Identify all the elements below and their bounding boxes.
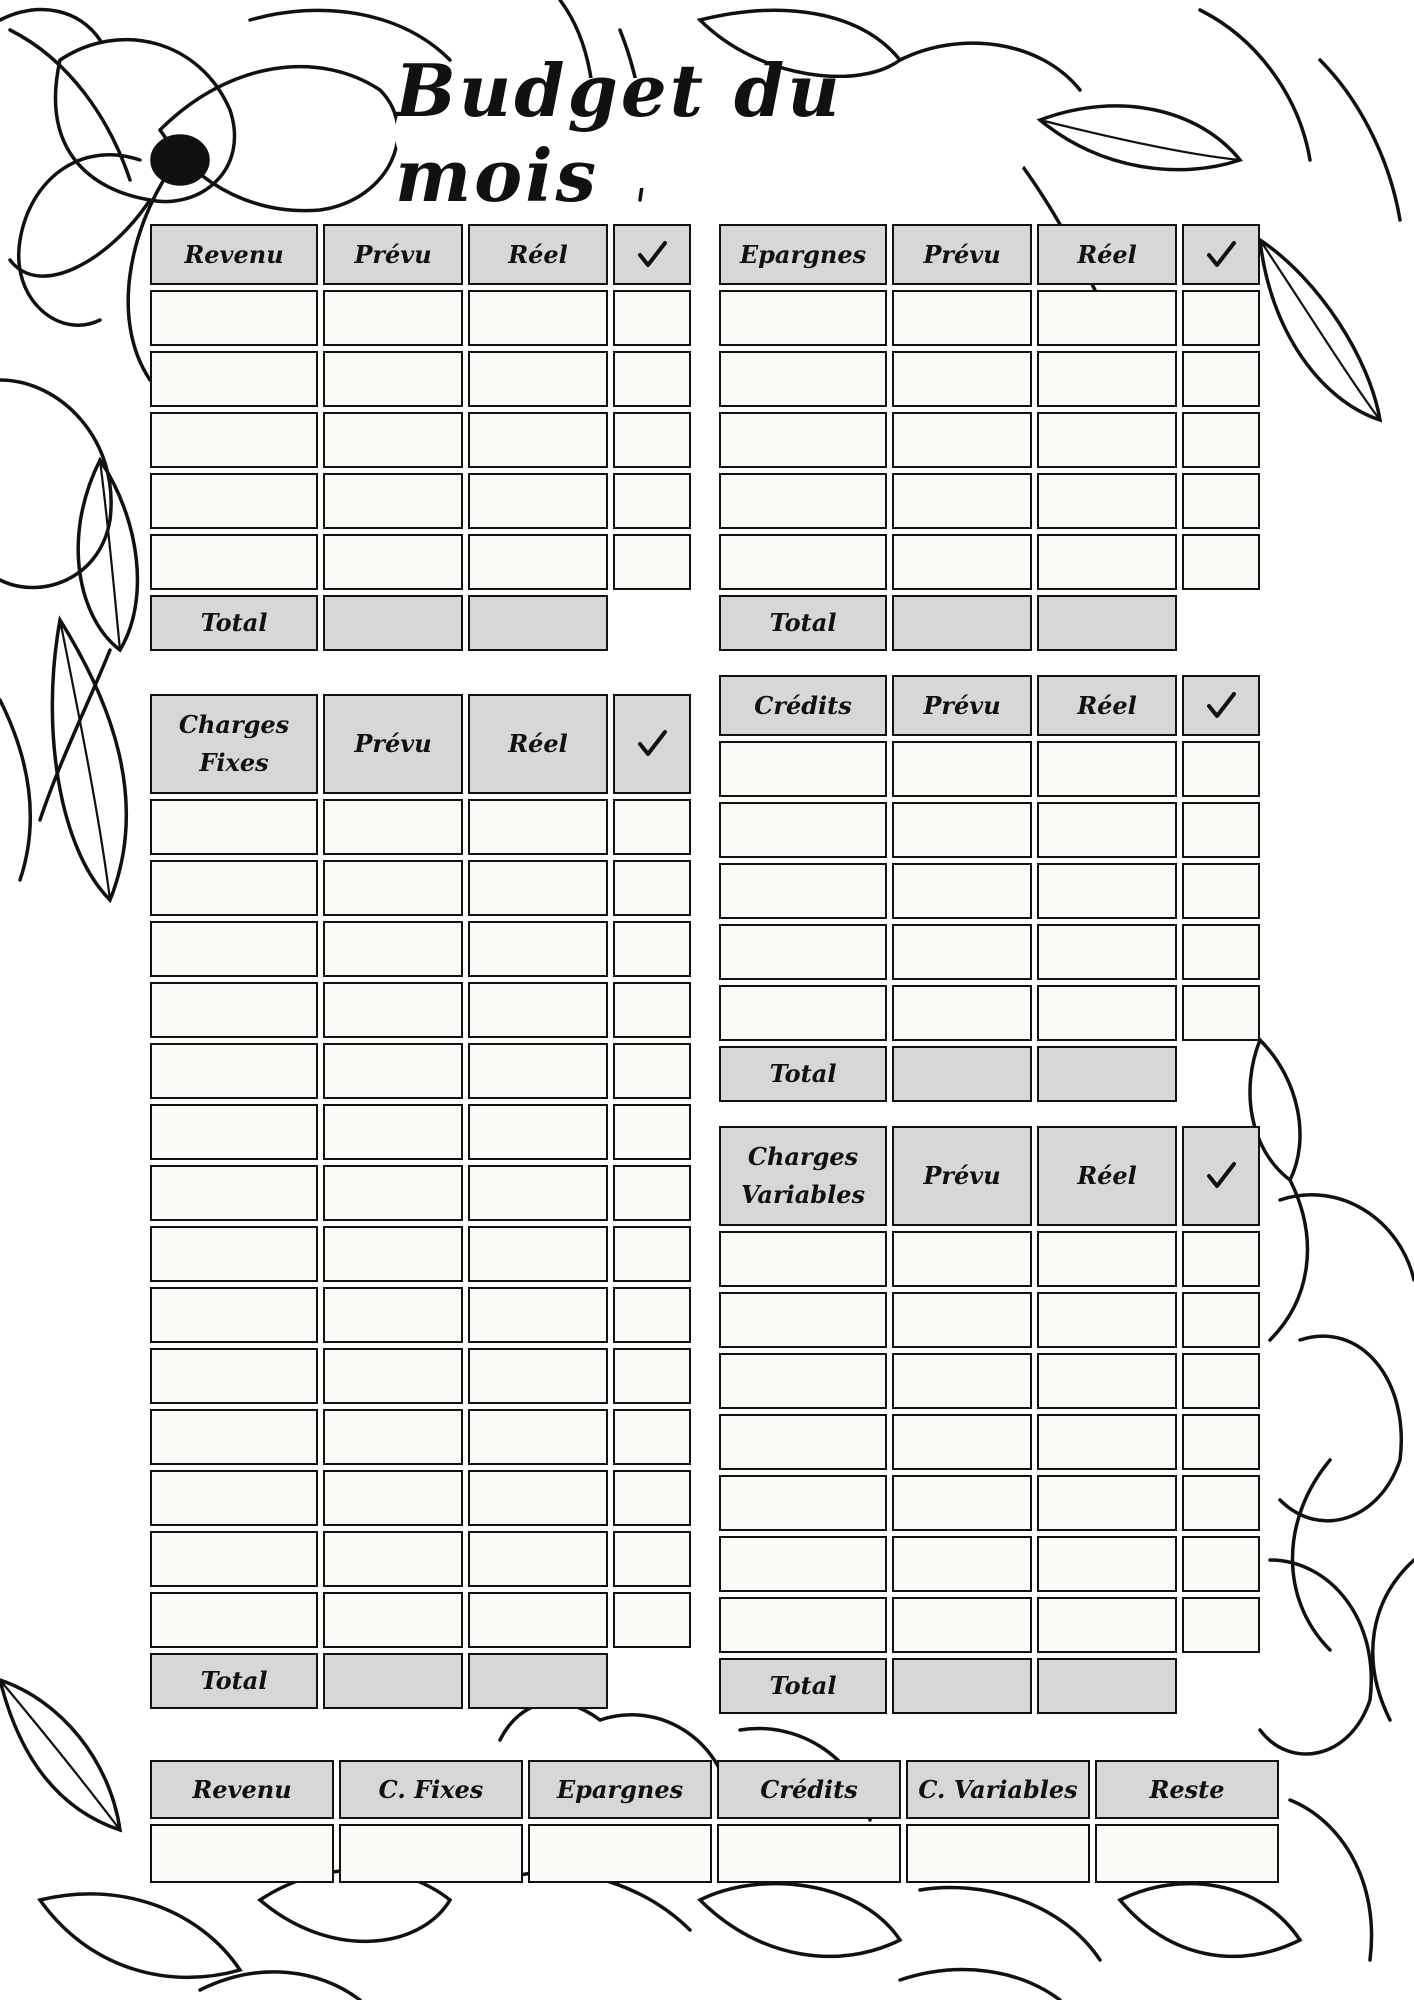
table-cell[interactable] — [613, 860, 691, 916]
table-cell[interactable] — [719, 741, 887, 797]
table-cell[interactable] — [892, 1475, 1032, 1531]
header-charges-fixes-0: Charges Fixes — [150, 694, 318, 794]
total-planned[interactable] — [323, 595, 463, 651]
table-cell[interactable] — [468, 412, 608, 468]
header-revenu-1: Prévu — [323, 224, 463, 285]
table-cell[interactable] — [613, 351, 691, 407]
table-cell[interactable] — [613, 982, 691, 1038]
table-cell[interactable] — [323, 860, 463, 916]
table-cell[interactable] — [892, 473, 1032, 529]
table-cell[interactable] — [1037, 802, 1177, 858]
table-cell[interactable] — [323, 799, 463, 855]
table-cell[interactable] — [150, 860, 318, 916]
table-cell[interactable] — [150, 351, 318, 407]
header-credits-1: Prévu — [892, 675, 1032, 736]
table-cell[interactable] — [719, 534, 887, 590]
title-banner — [395, 48, 1035, 218]
table-cell[interactable] — [1037, 1475, 1177, 1531]
table-cell[interactable] — [613, 1226, 691, 1282]
table-cell[interactable] — [1037, 863, 1177, 919]
table-cell[interactable] — [613, 473, 691, 529]
total-label: Total — [150, 1653, 318, 1709]
table-cell[interactable] — [892, 1353, 1032, 1409]
table-cell[interactable] — [150, 1531, 318, 1587]
table-cell[interactable] — [1037, 924, 1177, 980]
table-cell[interactable] — [1037, 351, 1177, 407]
table-cell[interactable] — [468, 1165, 608, 1221]
table-cell[interactable] — [1037, 412, 1177, 468]
header-charges-variables-1: Prévu — [892, 1126, 1032, 1226]
header-revenu-0: Revenu — [150, 224, 318, 285]
table-cell[interactable] — [892, 863, 1032, 919]
header-credits-2: Réel — [1037, 675, 1177, 736]
page-title: Budget du mois — [395, 48, 843, 218]
table-cell[interactable] — [719, 863, 887, 919]
table-cell[interactable] — [613, 1470, 691, 1526]
table-cell[interactable] — [150, 473, 318, 529]
table-cell[interactable] — [719, 351, 887, 407]
table-cell[interactable] — [150, 1409, 318, 1465]
total-label: Total — [150, 595, 318, 651]
table-cell[interactable] — [1182, 1292, 1260, 1348]
table-cell[interactable] — [892, 985, 1032, 1041]
header-revenu-2: Réel — [468, 224, 608, 285]
table-cell[interactable] — [468, 799, 608, 855]
table-cell[interactable] — [1037, 1292, 1177, 1348]
table-cell[interactable] — [1182, 1597, 1260, 1653]
table-cell[interactable] — [150, 1043, 318, 1099]
table-cell[interactable] — [613, 921, 691, 977]
header-epargnes-1: Prévu — [892, 224, 1032, 285]
table-cell[interactable] — [323, 290, 463, 346]
total-planned[interactable] — [323, 1653, 463, 1709]
table-cell[interactable] — [323, 1592, 463, 1648]
table-cell[interactable] — [1037, 1597, 1177, 1653]
table-cell[interactable] — [892, 741, 1032, 797]
summary-header-5: Reste — [1095, 1760, 1279, 1819]
table-cell[interactable] — [892, 412, 1032, 468]
table-cell[interactable] — [1182, 985, 1260, 1041]
header-charges-variables-2: Réel — [1037, 1126, 1177, 1226]
table-cell[interactable] — [1182, 473, 1260, 529]
header-charges-fixes-2: Réel — [468, 694, 608, 794]
table-cell[interactable] — [1182, 351, 1260, 407]
table-cell[interactable] — [892, 802, 1032, 858]
table-cell[interactable] — [1182, 802, 1260, 858]
table-cell[interactable] — [323, 1043, 463, 1099]
table-cell[interactable] — [892, 1536, 1032, 1592]
table-cell[interactable] — [468, 351, 608, 407]
table-cell[interactable] — [719, 1597, 887, 1653]
table-cell[interactable] — [323, 351, 463, 407]
table-cell[interactable] — [613, 1409, 691, 1465]
table-cell[interactable] — [468, 1226, 608, 1282]
table-cell[interactable] — [719, 1536, 887, 1592]
table-cell[interactable] — [323, 921, 463, 977]
table-cell[interactable] — [468, 860, 608, 916]
table-cell[interactable] — [323, 1470, 463, 1526]
table-cell[interactable] — [1037, 1414, 1177, 1470]
summary-value-cell[interactable] — [1095, 1824, 1279, 1883]
table-cell[interactable] — [150, 1470, 318, 1526]
total-actual[interactable] — [1037, 595, 1177, 651]
table-cell[interactable] — [468, 982, 608, 1038]
header-charges-variables-0: Charges Variables — [719, 1126, 887, 1226]
header-epargnes-2: Réel — [1037, 224, 1177, 285]
summary-value-cell[interactable] — [906, 1824, 1090, 1883]
table-cell[interactable] — [1182, 1536, 1260, 1592]
table-cell[interactable] — [323, 1104, 463, 1160]
table-cell[interactable] — [468, 1531, 608, 1587]
table-cell[interactable] — [468, 921, 608, 977]
table-cell[interactable] — [613, 412, 691, 468]
table-cell[interactable] — [323, 1165, 463, 1221]
table-cell[interactable] — [468, 1592, 608, 1648]
table-cell[interactable] — [150, 1287, 318, 1343]
table-cell[interactable] — [613, 1592, 691, 1648]
table-cell[interactable] — [892, 1231, 1032, 1287]
table-cell[interactable] — [1182, 1475, 1260, 1531]
table-cell[interactable] — [150, 290, 318, 346]
table-cell[interactable] — [150, 1592, 318, 1648]
table-cell[interactable] — [468, 1043, 608, 1099]
table-cell[interactable] — [468, 1348, 608, 1404]
header-credits-0: Crédits — [719, 675, 887, 736]
total-planned[interactable] — [892, 1658, 1032, 1714]
summary-value-cell[interactable] — [717, 1824, 901, 1883]
summary-value-cell[interactable] — [528, 1824, 712, 1883]
summary-header-4: C. Variables — [906, 1760, 1090, 1819]
table-cell[interactable] — [1037, 741, 1177, 797]
table-cell[interactable] — [892, 924, 1032, 980]
table-cell[interactable] — [719, 473, 887, 529]
table-cell[interactable] — [892, 1414, 1032, 1470]
table-cell[interactable] — [323, 1531, 463, 1587]
table-cell[interactable] — [323, 1409, 463, 1465]
header-epargnes-0: Epargnes — [719, 224, 887, 285]
total-planned[interactable] — [892, 1046, 1032, 1102]
table-cell[interactable] — [150, 1348, 318, 1404]
table-cell[interactable] — [719, 985, 887, 1041]
table-cell[interactable] — [468, 534, 608, 590]
table-cell[interactable] — [1182, 1414, 1260, 1470]
table-cell[interactable] — [323, 534, 463, 590]
table-cell[interactable] — [719, 1475, 887, 1531]
table-cell[interactable] — [1182, 290, 1260, 346]
table-cell[interactable] — [719, 1353, 887, 1409]
table-cell[interactable] — [613, 1043, 691, 1099]
table-cell[interactable] — [1037, 290, 1177, 346]
table-cell[interactable] — [1037, 985, 1177, 1041]
total-label: Total — [719, 1046, 887, 1102]
table-cell[interactable] — [150, 1104, 318, 1160]
summary-value-cell[interactable] — [150, 1824, 334, 1883]
table-cell[interactable] — [1037, 1231, 1177, 1287]
table-cell[interactable] — [150, 921, 318, 977]
table-cell[interactable] — [323, 1226, 463, 1282]
table-cell[interactable] — [892, 534, 1032, 590]
table-cell[interactable] — [719, 1414, 887, 1470]
total-actual[interactable] — [468, 595, 608, 651]
table-cell[interactable] — [719, 412, 887, 468]
table-cell[interactable] — [892, 351, 1032, 407]
table-cell[interactable] — [468, 1409, 608, 1465]
table-cell[interactable] — [613, 1104, 691, 1160]
table-cell[interactable] — [719, 802, 887, 858]
table-cell[interactable] — [719, 1292, 887, 1348]
checkmark-icon — [1182, 1126, 1260, 1226]
table-cell[interactable] — [613, 799, 691, 855]
table-cell[interactable] — [150, 1226, 318, 1282]
summary-header-3: Crédits — [717, 1760, 901, 1819]
summary-header-0: Revenu — [150, 1760, 334, 1819]
table-cell[interactable] — [1182, 924, 1260, 980]
table-cell[interactable] — [719, 1231, 887, 1287]
table-cell[interactable] — [892, 1597, 1032, 1653]
total-actual[interactable] — [1037, 1658, 1177, 1714]
table-cell[interactable] — [613, 1165, 691, 1221]
total-planned[interactable] — [892, 595, 1032, 651]
table-cell[interactable] — [150, 412, 318, 468]
table-cell[interactable] — [613, 290, 691, 346]
checkmark-icon — [1182, 224, 1260, 285]
summary-value-cell[interactable] — [339, 1824, 523, 1883]
total-label: Total — [719, 595, 887, 651]
table-cell[interactable] — [323, 1287, 463, 1343]
table-cell[interactable] — [468, 1287, 608, 1343]
table-cell[interactable] — [150, 982, 318, 1038]
checkmark-icon — [613, 224, 691, 285]
summary-header-1: C. Fixes — [339, 1760, 523, 1819]
table-cell[interactable] — [150, 534, 318, 590]
table-cell[interactable] — [150, 799, 318, 855]
table-cell[interactable] — [1037, 1536, 1177, 1592]
table-cell[interactable] — [468, 290, 608, 346]
table-cell[interactable] — [719, 290, 887, 346]
table-cell[interactable] — [719, 924, 887, 980]
table-cell[interactable] — [323, 1348, 463, 1404]
table-cell[interactable] — [613, 1531, 691, 1587]
table-cell[interactable] — [613, 1348, 691, 1404]
table-cell[interactable] — [1182, 863, 1260, 919]
table-cell[interactable] — [1182, 1353, 1260, 1409]
table-cell[interactable] — [323, 412, 463, 468]
summary-header-2: Epargnes — [528, 1760, 712, 1819]
table-cell[interactable] — [468, 1470, 608, 1526]
total-actual[interactable] — [1037, 1046, 1177, 1102]
checkmark-icon — [1182, 675, 1260, 736]
table-cell[interactable] — [1182, 741, 1260, 797]
table-cell[interactable] — [1037, 1353, 1177, 1409]
table-cell[interactable] — [1182, 412, 1260, 468]
table-cell[interactable] — [468, 1104, 608, 1160]
table-cell[interactable] — [1182, 534, 1260, 590]
table-cell[interactable] — [468, 473, 608, 529]
table-cell[interactable] — [323, 982, 463, 1038]
total-label: Total — [719, 1658, 887, 1714]
table-cell[interactable] — [1182, 1231, 1260, 1287]
table-cell[interactable] — [892, 1292, 1032, 1348]
table-cell[interactable] — [613, 534, 691, 590]
checkmark-icon — [613, 694, 691, 794]
table-cell[interactable] — [613, 1287, 691, 1343]
header-charges-fixes-1: Prévu — [323, 694, 463, 794]
table-cell[interactable] — [892, 290, 1032, 346]
table-cell[interactable] — [150, 1165, 318, 1221]
total-actual[interactable] — [468, 1653, 608, 1709]
table-cell[interactable] — [1037, 473, 1177, 529]
table-cell[interactable] — [323, 473, 463, 529]
table-cell[interactable] — [1037, 534, 1177, 590]
